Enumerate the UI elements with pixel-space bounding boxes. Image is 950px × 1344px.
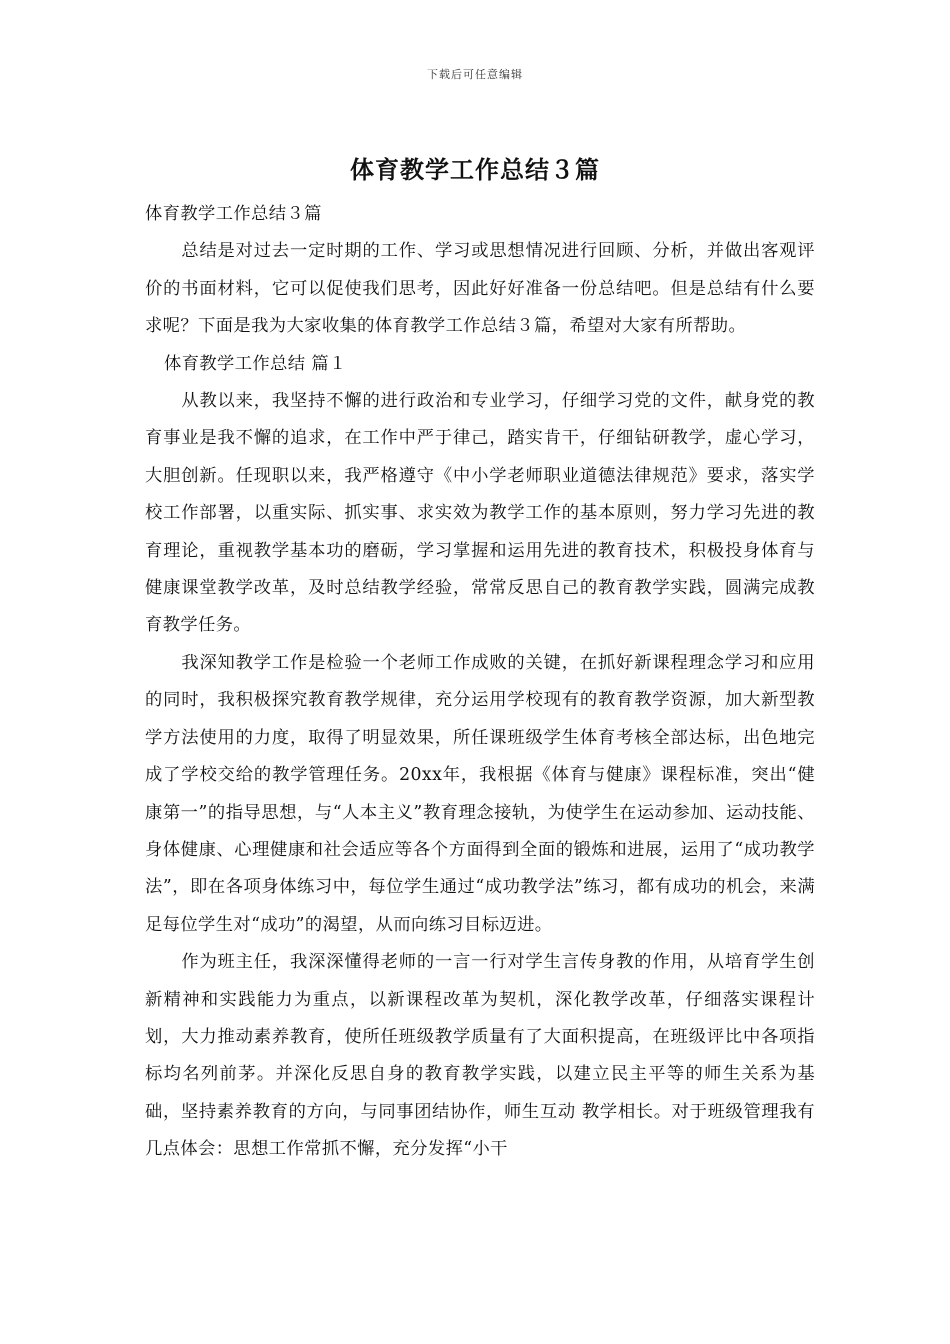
body-paragraph: 从教以来，我坚持不懈的进行政治和专业学习，仔细学习党的文件，献身党的教育事业是我不懈的追求，在工作中严于律己，踏实肯干，仔细钻研教学，虚心学习，大胆创新。任现职以来，我严格遵守《中小学老师职业道德法律规范》要求，落实学校工作部署，以重实际、抓实事、求实效为教学工作的基本原则，努力学习先进的教育理论，重视教学基本功的磨砺，学习掌握和运用先进的教育技术，积极投身体育与健康课堂教学改革，及时总结教学经验，常常反思自己的教育教学实践，圆满完成教育教学任务。 [145,391,815,636]
body-paragraph: 作为班主任，我深深懂得老师的一言一行对学生言传身教的作用，从培育学生创新精神和实践能力为重点，以新课程改革为契机，深化教学改革，仔细落实课程计划，大力推动素养教育，使所任班级教学质量有了大面积提高，在班级评比中各项指标均名列前茅。并深化反思自身的教育教学实践，以建立民主平等的师生关系为基础，坚持素养教育的方向，与同事团结协作，师生互动 教学相长。对于班级管理我有几点体会：思想工作常抓不懈，充分发挥“小干 [145,952,815,1160]
intro-paragraph: 总结是对过去一定时期的工作、学习或思想情况进行回顾、分析，并做出客观评价的书面材料，它可以促使我们思考，因此好好准备一份总结吧。但是总结有什么要求呢？下面是我为大家收集的体育教学工作总结３篇，希望对大家有所帮助。 [145,241,815,337]
document-title: 体育教学工作总结３篇 [350,155,600,184]
section-heading: 体育教学工作总结 篇１ [164,353,347,374]
header-note: 下载后可任意编辑 [427,68,523,81]
document-body [145,196,815,1169]
body-paragraph: 我深知教学工作是检验一个老师工作成败的关键，在抓好新课程理念学习和应用的同时，我积极探究教育教学规律，充分运用学校现有的教育教学资源，加大新型教学方法使用的力度，取得了明显效果，所任课班级学生体育考核全部达标，出色地完成了学校交给的教学管理任务。20xx年，我根据《体育与健康》课程标准，突出“健康第一”的指导思想，与“人本主义”教育理念接轨，为使学生在运动参加、运动技能、身体健康、心理健康和社会适应等各个方面得到全面的锻炼和进展，运用了“成功教学法”，即在各项身体练习中，每位学生通过“成功教学法”练习，都有成功的机会，来满足每位学生对“成功”的渴望，从而向练习目标迈进。 [145,652,815,935]
document-subtitle: 体育教学工作总结３篇 [145,204,322,224]
